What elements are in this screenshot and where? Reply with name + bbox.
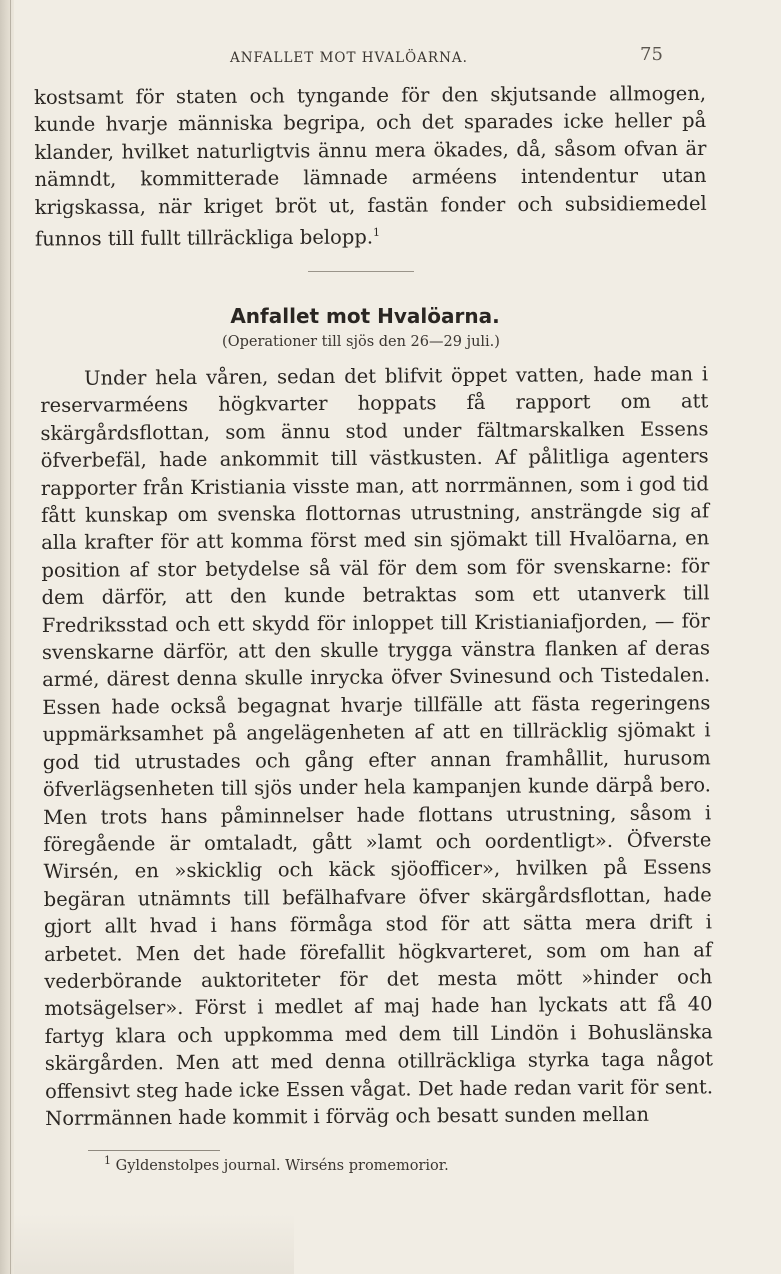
footnote-marker: 1 [104, 1154, 111, 1167]
page-shadow [14, 1214, 294, 1274]
footnote-reference: 1 [372, 225, 380, 239]
paragraph-main: Under hela våren, sedan det blifvit öppet vatten, hade man i reservarméens högkvarter hoppats få rapport om att skärgårdsflottan, som ännu stod under fältmarskalken Essens öfverbefäl, hade ankommit till västkusten. Af pålitliga agenters rapporter från Kristiania visste man, att norrmännen, som i god tid fått kunskap om svenska flottornas utrustning, ansträngde sig af alla krafter för att komma först med sin sjömakt till Hvalöarna, en position af stor betydelse så väl för dem som för svenskarne: för dem därför, att den kunde betraktas som ett utanverk till Fredriksstad och ett skydd för inloppet till Kristianiafjorden, — för svenskarne därför, att den skulle trygga vänstra flanken af deras armé, därest denna skulle inrycka öfver Svinesund och Tistedalen. Essen hade också begagnat hvarje tillfälle att fästa regeringens uppmärksamhet på angelägenheten af att en tillräcklig sjömakt i god tid utrustades och gång efter annan framhållit, hurusom öfverlägsenheten till sjös under hela kampanjen kunde därpå bero. Men trots hans påminnelser hade flottans utrustning, såsom i föregående är omtaladt, gått »lamt och oordentligt». Öfverste Wirsén, en »skicklig och käck sjöofficer», hvilken på Essens begäran utnämnts till befälhafvare öfver skärgårdsflottan, hade gjort allt hvad i hans förmåga stod för att sätta mera drift i arbetet. Men det hade förefallit högkvarteret, som om han af vederbörande auktoriteter för det mesta mött »hinder och motsägelser». Först i medlet af maj hade han lyckats att få 40 fartyg klara och uppkomma med dem till Lindön i Bohuslänska skärgården. Men att med denna otillräckliga styrka taga något offensivt steg hade icke Essen vågat. Det hade redan varit för sent. Norrmännen hade kommit i förväg och besatt sunden mellan [40, 362, 714, 1130]
running-head: ANFALLET MOT HVALÖARNA. [230, 50, 468, 66]
section-divider [308, 271, 414, 272]
paragraph-text: kostsamt för staten och tyngande för den skjutsande allmogen, kunde hvarje människa begripa, och det sparades icke heller på klander, hvilket naturligtvis ännu mera ökades, då, såsom ofvan är nämndt, kommitterade lämnade arméens intendentur utan krigskassa, när kriget bröt ut, fastän fonder och subsidiemedel funnos till fullt tillräckliga belopp. [34, 81, 707, 251]
footnote [104, 1154, 449, 1174]
paragraph-continuation [34, 80, 707, 253]
footnote-text: Gyldenstolpes journal. Wirséns promemorior. [115, 1157, 449, 1174]
section-title: Anfallet mot Hvalöarna. [230, 304, 500, 328]
section-subtitle: (Operationer till sjös den 26—29 juli.) [222, 334, 500, 350]
footnote-divider [88, 1150, 220, 1151]
page-number: 75 [640, 44, 663, 65]
